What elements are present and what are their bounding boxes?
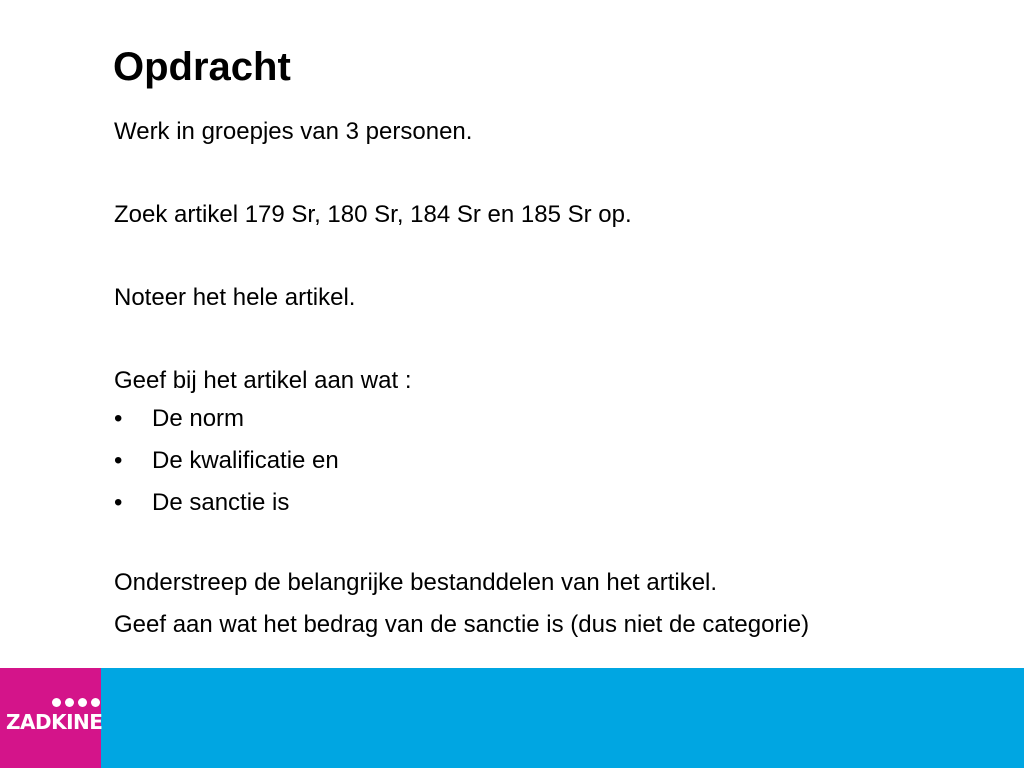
- bullet-text: De norm: [152, 405, 245, 432]
- instruction-groups: Werk in groepjes van 3 personen.: [114, 118, 473, 145]
- instruction-underline: Onderstreep de belangrijke bestanddelen van het artikel.: [114, 569, 718, 596]
- bullet-marker: •: [114, 447, 123, 474]
- zadkine-logo: [0, 668, 101, 768]
- logo-dots-icon: [52, 698, 100, 707]
- bullet-item: [114, 488, 289, 518]
- bullet-marker: •: [114, 489, 123, 516]
- bullet-marker: •: [114, 405, 123, 432]
- instruction-indicate: Geef bij het artikel aan wat :: [114, 367, 412, 394]
- footer-bar: [0, 668, 1024, 768]
- bullet-text: De sanctie is: [152, 489, 290, 516]
- instruction-articles: Zoek artikel 179 Sr, 180 Sr, 184 Sr en 185 Sr op.: [114, 201, 632, 228]
- logo-wordmark: ZADKINE: [6, 710, 103, 734]
- instruction-note: Noteer het hele artikel.: [114, 284, 356, 311]
- bullet-item: [114, 446, 339, 476]
- bullet-text: De kwalificatie en: [152, 447, 339, 474]
- instruction-amount: Geef aan wat het bedrag van de sanctie is (dus niet de categorie): [114, 611, 810, 638]
- slide-title: Opdracht: [113, 45, 291, 89]
- bullet-item: [114, 404, 244, 434]
